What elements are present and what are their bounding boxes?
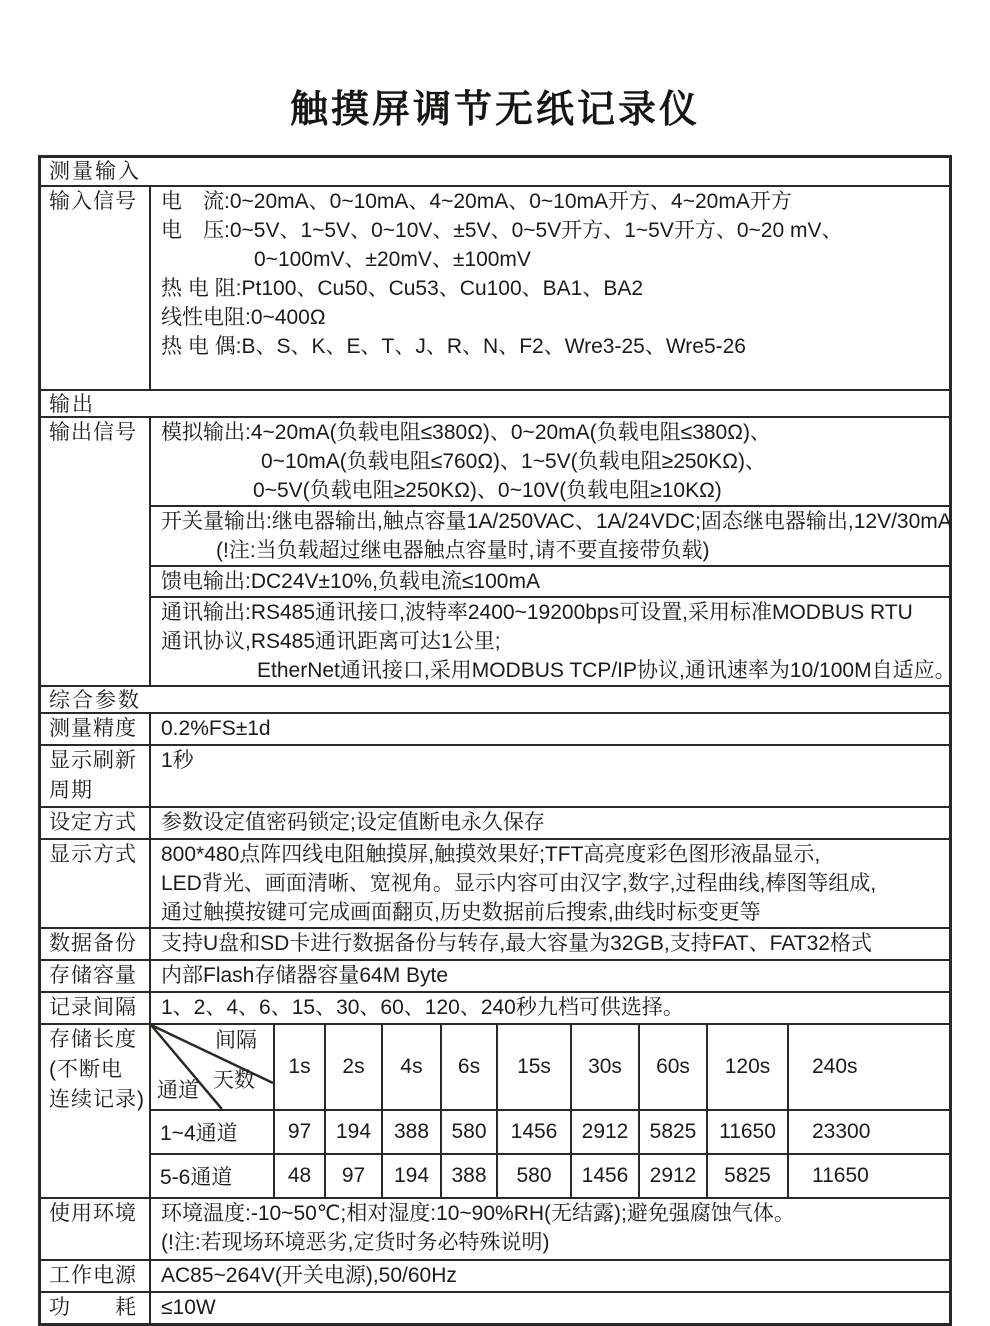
row-storage-length xyxy=(41,1023,949,1197)
storage-length-table xyxy=(151,1025,949,1197)
days-cell: 388 xyxy=(442,1155,498,1197)
operating-environment-content xyxy=(151,1199,949,1259)
row-refresh-period xyxy=(41,744,949,806)
spec-table xyxy=(38,155,956,1326)
power-supply-content xyxy=(151,1261,949,1291)
row-power-consumption xyxy=(41,1291,949,1323)
storage-capacity-content xyxy=(151,961,949,991)
feed-output-line: 馈电输出:DC24V±10%,负载电流≤100mA xyxy=(161,570,540,593)
display-mode-line-3: 通过触摸按键可完成画面翻页,历史数据前后搜索,曲线时标变更等 xyxy=(161,901,761,924)
accuracy-label-text: 测量精度 xyxy=(49,717,137,740)
storage-table-row-ch5-6 xyxy=(151,1153,949,1197)
setting-method-content xyxy=(151,808,949,838)
input-signal-label xyxy=(41,187,151,389)
power-consumption-value: ≤10W xyxy=(161,1296,216,1319)
accuracy-value: 0.2%FS±1d xyxy=(161,717,271,740)
corner-label-channel: 通道 xyxy=(157,1079,199,1102)
section-general-params xyxy=(41,685,949,712)
interval-header-2s: 2s xyxy=(326,1025,383,1109)
row-power-supply xyxy=(41,1259,949,1291)
accuracy-label xyxy=(41,714,151,744)
refresh-period-content xyxy=(151,746,949,806)
section-general-params-label: 综合参数 xyxy=(49,689,141,712)
row-storage-capacity xyxy=(41,959,949,991)
corner-label-interval: 间隔 xyxy=(215,1029,257,1052)
row-output-signal xyxy=(41,416,956,685)
interval-header-240s: 240s xyxy=(812,1055,858,1078)
power-consumption-content xyxy=(151,1293,949,1323)
setting-method-label-text: 设定方式 xyxy=(49,811,137,834)
input-current-line: 电 流:0~20mA、0~10mA、4~20mA、0~10mA开方、4~20mA开方 xyxy=(161,190,792,213)
power-supply-label xyxy=(41,1261,151,1291)
input-linear-resistance-line: 线性电阻:0~400Ω xyxy=(161,306,326,329)
comm-output-line-2: 通讯协议,RS485通讯距离可达1公里; xyxy=(161,630,501,653)
days-cell: 194 xyxy=(326,1111,383,1153)
storage-length-label-line-1: 存储长度 xyxy=(49,1028,137,1051)
days-cell: 5825 xyxy=(640,1111,708,1153)
input-voltage-continuation-line: 0~100mV、±20mV、±100mV xyxy=(254,248,531,271)
record-interval-content xyxy=(151,993,949,1023)
input-thermocouple-line: 热 电 偶:B、S、K、E、T、J、R、N、F2、Wre3-25、Wre5-26 xyxy=(161,335,746,358)
refresh-period-value: 1秒 xyxy=(161,749,194,772)
days-cell: 11650 xyxy=(812,1164,869,1187)
power-consumption-label xyxy=(41,1293,151,1323)
switch-output-note-line: (!注:当负载超过继电器触点容量时,请不要直接带负载) xyxy=(216,539,710,562)
data-backup-label xyxy=(41,929,151,959)
refresh-period-label-line-2: 周期 xyxy=(49,779,93,802)
interval-header-60s: 60s xyxy=(640,1025,708,1109)
section-measure-input xyxy=(41,158,949,185)
storage-table-header-row xyxy=(151,1025,949,1109)
data-backup-value: 支持U盘和SD卡进行数据备份与转存,最大容量为32GB,支持FAT、FAT32格式 xyxy=(161,932,872,955)
operating-environment-label xyxy=(41,1199,151,1259)
subrow-feed-output xyxy=(151,565,949,596)
section-output xyxy=(41,389,949,416)
days-cell: 11650 xyxy=(708,1111,789,1153)
interval-header-30s: 30s xyxy=(572,1025,640,1109)
analog-output-line-3: 0~5V(负载电阻≥250KΩ)、0~10V(负载电阻≥10KΩ) xyxy=(253,479,722,502)
row-display-mode xyxy=(41,838,949,927)
storage-length-label-line-3: 连续记录) xyxy=(49,1088,145,1111)
output-signal-content xyxy=(151,418,956,685)
refresh-period-label-line-1: 显示刷新 xyxy=(49,749,137,772)
input-voltage-line: 电 压:0~5V、1~5V、0~10V、±5V、0~5V开方、1~5V开方、0~20 mV、 xyxy=(161,219,843,242)
row-setting-method xyxy=(41,806,949,838)
input-signal-content xyxy=(151,187,949,389)
interval-header-1s: 1s xyxy=(275,1025,326,1109)
row-data-backup xyxy=(41,927,949,959)
setting-method-value: 参数设定值密码锁定;设定值断电永久保存 xyxy=(161,811,545,834)
display-mode-label xyxy=(41,840,151,927)
page-title: 触摸屏调节无纸记录仪 xyxy=(289,89,700,131)
switch-output-line-1: 开关量输出:继电器输出,触点容量1A/250VAC、1A/24VDC;固态继电器输出,12V/30mA xyxy=(161,510,952,533)
days-cell: 2912 xyxy=(572,1111,640,1153)
record-interval-label xyxy=(41,993,151,1023)
days-cell: 194 xyxy=(383,1155,442,1197)
analog-output-line-2: 0~10mA(负载电阻≤760Ω)、1~5V(负载电阻≥250KΩ)、 xyxy=(261,450,766,473)
days-cell: 97 xyxy=(326,1155,383,1197)
record-interval-label-text: 记录间隔 xyxy=(49,996,137,1019)
output-signal-label xyxy=(41,418,151,685)
interval-header-4s: 4s xyxy=(383,1025,442,1109)
days-cell: 388 xyxy=(383,1111,442,1153)
section-measure-input-label: 测量输入 xyxy=(49,160,141,183)
setting-method-label xyxy=(41,808,151,838)
channel-cell-5-6: 5-6通道 xyxy=(151,1155,275,1197)
data-backup-label-text: 数据备份 xyxy=(49,932,137,955)
input-signal-label-text: 输入信号 xyxy=(49,190,137,213)
row-input-signal xyxy=(41,185,949,389)
interval-header-120s: 120s xyxy=(708,1025,789,1109)
interval-header-6s: 6s xyxy=(442,1025,498,1109)
storage-capacity-value: 内部Flash存储器容量64M Byte xyxy=(161,964,449,987)
display-mode-label-text: 显示方式 xyxy=(49,843,137,866)
subrow-analog-output xyxy=(151,418,949,505)
power-supply-label-text: 工作电源 xyxy=(49,1264,137,1287)
subrow-comm-output xyxy=(151,596,956,685)
storage-capacity-label-text: 存储容量 xyxy=(49,964,137,987)
section-output-label: 输出 xyxy=(49,393,95,416)
operating-environment-note-line: (!注:若现场环境恶劣,定货时务必特殊说明) xyxy=(161,1231,550,1254)
accuracy-content xyxy=(151,714,949,744)
input-rtd-line: 热 电 阻:Pt100、Cu50、Cu53、Cu100、BA1、BA2 xyxy=(161,277,644,300)
operating-environment-line-1: 环境温度:-10~50℃;相对湿度:10~90%RH(无结露);避免强腐蚀气体。 xyxy=(161,1202,795,1225)
days-cell: 1456 xyxy=(498,1111,572,1153)
days-cell: 48 xyxy=(275,1155,326,1197)
storage-length-label xyxy=(41,1025,151,1197)
display-mode-line-1: 800*480点阵四线电阻触摸屏,触摸效果好;TFT高亮度彩色图形液晶显示, xyxy=(161,843,821,866)
days-cell: 97 xyxy=(275,1111,326,1153)
subrow-switch-output xyxy=(151,505,952,565)
days-cell: 1456 xyxy=(572,1155,640,1197)
storage-table-row-ch1-4 xyxy=(151,1109,949,1153)
operating-environment-label-text: 使用环境 xyxy=(49,1202,137,1225)
comm-output-ethernet-line: EtherNet通讯接口,采用MODBUS TCP/IP协议,通讯速率为10/100M自适应。 xyxy=(257,659,956,682)
display-mode-line-2: LED背光、画面清晰、宽视角。显示内容可由汉字,数字,过程曲线,棒图等组成, xyxy=(161,872,877,895)
storage-capacity-label xyxy=(41,961,151,991)
output-signal-label-text: 输出信号 xyxy=(49,421,137,444)
channel-cell-1-4: 1~4通道 xyxy=(151,1111,275,1153)
record-interval-value: 1、2、4、6、15、30、60、120、240秒九档可供选择。 xyxy=(161,996,684,1019)
data-backup-content xyxy=(151,929,949,959)
power-supply-value: AC85~264V(开关电源),50/60Hz xyxy=(161,1264,457,1287)
comm-output-line-1: 通讯输出:RS485通讯接口,波特率2400~19200bps可设置,采用标准MODBUS RTU xyxy=(161,601,913,624)
storage-table-corner-cell xyxy=(151,1025,275,1109)
interval-header-15s: 15s xyxy=(498,1025,572,1109)
days-cell: 23300 xyxy=(812,1120,871,1143)
analog-output-line-1: 模拟输出:4~20mA(负载电阻≤380Ω)、0~20mA(负载电阻≤380Ω)、 xyxy=(161,421,771,444)
row-operating-environment xyxy=(41,1197,949,1259)
power-consumption-label-text: 功 耗 xyxy=(49,1296,137,1319)
display-mode-content xyxy=(151,840,949,927)
days-cell: 5825 xyxy=(708,1155,789,1197)
days-cell: 580 xyxy=(498,1155,572,1197)
refresh-period-label xyxy=(41,746,151,806)
row-record-interval xyxy=(41,991,949,1023)
days-cell: 580 xyxy=(442,1111,498,1153)
storage-length-label-line-2: (不断电 xyxy=(49,1058,123,1081)
row-accuracy xyxy=(41,712,949,744)
days-cell: 2912 xyxy=(640,1155,708,1197)
corner-label-days: 天数 xyxy=(213,1069,255,1092)
